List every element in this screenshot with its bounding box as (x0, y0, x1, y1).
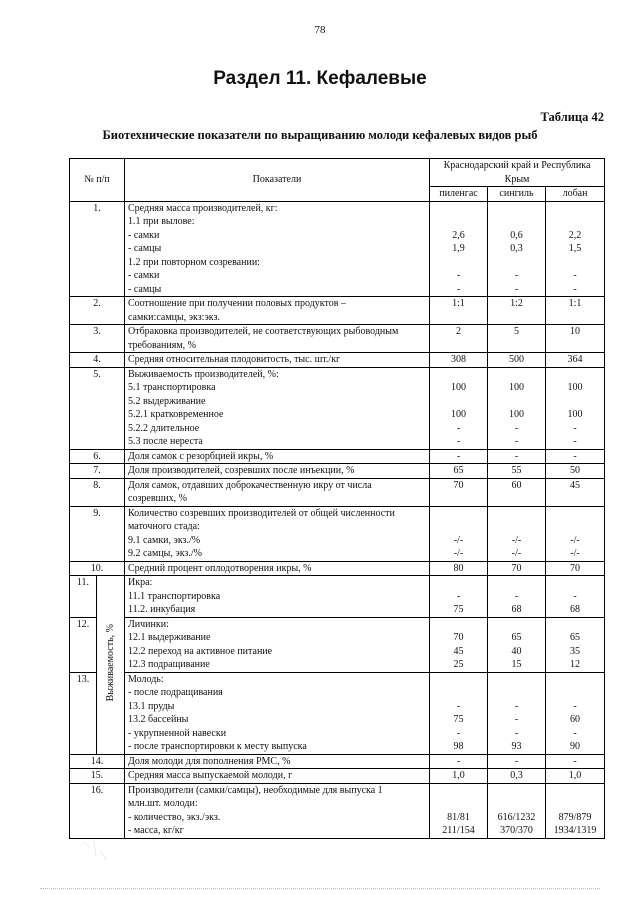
value-line: - (514, 727, 519, 739)
indicator-line: 9.2 самцы, экз./% (128, 548, 202, 559)
value-line (549, 492, 601, 506)
value-line: - (573, 283, 577, 295)
value-line: - (456, 283, 461, 295)
value-line (433, 368, 484, 382)
value-line: - (456, 436, 461, 447)
value-cell (546, 576, 605, 618)
value-line: 65 (511, 632, 522, 643)
value-line: 1,0 (452, 770, 465, 781)
value-line: 93 (511, 741, 522, 752)
table-row (70, 672, 605, 754)
value-line (491, 618, 542, 632)
indicator-cell (125, 353, 430, 368)
value-cell (430, 769, 488, 784)
value-line: - (456, 450, 461, 462)
value-line: 100 (451, 382, 466, 393)
value-line (491, 784, 542, 798)
value-cell (488, 506, 546, 561)
value-line (491, 686, 542, 700)
value-line: - (514, 450, 519, 462)
indicator-line: маточного стада: (128, 521, 200, 532)
table-row (70, 449, 605, 464)
indicator-line: Личинки: (128, 618, 169, 630)
row-number: 10. (70, 561, 125, 576)
value-line (549, 507, 601, 521)
value-line: -/- (570, 534, 580, 546)
value-line (433, 256, 484, 270)
value-line: 45 (453, 645, 464, 657)
value-line: -/- (453, 548, 464, 559)
value-line: 100 (509, 382, 524, 393)
indicator-line: 13.1 пруды (128, 700, 175, 712)
value-cell (430, 464, 488, 479)
value-line: 1:2 (510, 298, 523, 309)
indicator-line: - после подращивания (128, 687, 223, 698)
indicator-line: Средняя относительная плодовитость, тыс. шт./кг (128, 354, 341, 365)
value-line (549, 673, 601, 687)
value-cell (546, 754, 605, 769)
table-row (70, 576, 605, 618)
value-line: - (573, 755, 577, 767)
value-line (491, 395, 542, 409)
indicator-line: - после транспортировки к месту выпуска (128, 741, 307, 752)
row-number: 12. (70, 617, 97, 672)
indicator-line: 5.2.2 длительное (128, 422, 200, 434)
value-cell (430, 672, 488, 754)
value-line: 0,3 (510, 770, 523, 781)
indicator-line: 11.2. инкубация (128, 604, 196, 615)
indicator-line: Доля самок, отдавших доброкачественную икру от числа (128, 479, 372, 491)
indicator-line: Отбраковка производителей, не соответствующих рыбоводным (128, 326, 399, 337)
value-line (491, 797, 542, 811)
indicator-line: 12.3 подращивание (128, 659, 210, 670)
value-line: 1,9 (452, 243, 465, 254)
value-cell (430, 561, 488, 576)
value-line: - (514, 755, 519, 767)
value-line: 10 (570, 326, 581, 337)
value-line: - (514, 714, 519, 725)
table-row (70, 464, 605, 479)
value-line: 68 (511, 604, 522, 615)
value-cell (546, 464, 605, 479)
value-line (433, 797, 484, 811)
value-line: 81/81 (447, 811, 470, 823)
indicator-line: 5.2.1 кратковременное (128, 409, 224, 420)
header-indicators: Показатели (125, 159, 430, 202)
value-line: 68 (570, 604, 581, 615)
value-cell (488, 353, 546, 368)
value-cell (488, 576, 546, 618)
value-line (433, 507, 484, 521)
value-line: - (514, 283, 519, 295)
value-line (549, 618, 601, 632)
indicator-line: самки:самцы, экз:экз. (128, 311, 220, 323)
value-line: 5 (514, 326, 519, 337)
table-title: Биотехнические показатели по выращиванию молоди кефалевых видов рыб (102, 128, 538, 142)
value-line (549, 202, 601, 216)
value-line: 2 (456, 326, 461, 337)
indicator-line: - самцы (128, 243, 162, 254)
value-line (433, 520, 484, 534)
header-region: Краснодарский край и Республика Крым (430, 159, 605, 187)
value-line: 40 (511, 645, 522, 657)
value-line: - (573, 450, 577, 462)
value-cell (546, 449, 605, 464)
value-line: 500 (509, 354, 524, 365)
value-line (491, 311, 542, 325)
value-line (433, 202, 484, 216)
value-cell (488, 325, 546, 353)
indicator-line: Молодь: (128, 673, 164, 685)
section-title: Раздел 11. Кефалевые (213, 68, 427, 89)
row-number: 13. (70, 672, 97, 754)
value-cell (430, 783, 488, 838)
row-number: 14. (70, 754, 125, 769)
value-line: 60 (511, 479, 522, 491)
row-number: 15. (70, 769, 125, 784)
value-line: - (456, 270, 461, 281)
value-line: - (514, 436, 519, 447)
indicator-cell (125, 449, 430, 464)
indicator-line: 13.2 бассейны (128, 714, 189, 725)
value-line: 75 (453, 604, 464, 615)
value-line: 45 (570, 479, 581, 491)
value-line: 35 (570, 645, 581, 657)
value-line: -/- (570, 548, 580, 559)
row-number: 5. (70, 367, 125, 449)
indicator-cell (125, 506, 430, 561)
value-cell (488, 464, 546, 479)
value-cell (488, 617, 546, 672)
value-cell (488, 297, 546, 325)
value-line: 70 (453, 632, 464, 643)
row-number: 3. (70, 325, 125, 353)
value-cell (546, 506, 605, 561)
value-line: - (456, 590, 461, 602)
indicator-cell (125, 464, 430, 479)
indicator-line: - самцы (128, 283, 162, 295)
indicator-line: Количество созревших производителей от общей численности (128, 507, 395, 519)
value-line (491, 339, 542, 353)
value-line: - (514, 590, 519, 602)
row-number: 7. (70, 464, 125, 479)
value-line: 98 (453, 741, 464, 752)
value-line (549, 215, 601, 229)
header-num: № п/п (70, 159, 125, 202)
value-line (433, 395, 484, 409)
value-line (433, 311, 484, 325)
value-cell (546, 783, 605, 838)
table-row (70, 561, 605, 576)
vertical-label-text: Выживаемость, % (104, 623, 116, 702)
table-row (70, 367, 605, 449)
indicator-line: 1.2 при повторном созревании: (128, 256, 260, 268)
table-row (70, 201, 605, 297)
value-cell (488, 449, 546, 464)
value-cell (546, 201, 605, 297)
indicator-line: Выживаемость производителей, %: (128, 368, 279, 380)
value-cell (430, 367, 488, 449)
value-line: - (514, 700, 519, 712)
indicator-cell (125, 367, 430, 449)
value-line: 0,6 (510, 229, 523, 241)
table-row (70, 769, 605, 784)
value-cell (488, 478, 546, 506)
value-line: 60 (570, 714, 581, 725)
value-line: 211/154 (442, 825, 475, 836)
row-number: 8. (70, 478, 125, 506)
indicator-cell (125, 201, 430, 297)
value-line: 308 (451, 354, 466, 365)
value-line: 100 (451, 409, 466, 420)
value-line: 0,3 (510, 243, 523, 254)
value-line: 75 (453, 714, 464, 725)
value-line: 80 (453, 562, 464, 574)
value-line (491, 673, 542, 687)
indicator-line: - самки (128, 270, 160, 281)
value-cell (546, 367, 605, 449)
indicator-line: - количество, экз./экз. (128, 811, 221, 823)
value-line: 50 (570, 465, 581, 476)
value-cell (430, 201, 488, 297)
value-line: - (573, 436, 577, 447)
value-line: - (573, 590, 577, 602)
survival-vertical-label (97, 576, 125, 755)
table-body (70, 201, 605, 838)
value-cell (488, 672, 546, 754)
header-species: лобан (546, 187, 605, 202)
value-line: - (573, 727, 577, 739)
value-line: 70 (453, 479, 464, 491)
header-species: сингиль (488, 187, 546, 202)
value-line (491, 576, 542, 590)
table-row (70, 754, 605, 769)
indicator-line: Доля производителей, созревших после инъекции, % (128, 465, 355, 476)
indicator-cell (125, 297, 430, 325)
indicator-cell (125, 478, 430, 506)
value-line: 879/879 (558, 811, 592, 823)
value-line: 65 (570, 632, 581, 643)
value-line: 2,2 (568, 229, 582, 241)
biotech-table (69, 158, 605, 839)
value-line (549, 784, 601, 798)
value-cell (430, 478, 488, 506)
indicator-cell (125, 617, 430, 672)
page-number: 78 (314, 24, 326, 36)
value-cell (488, 367, 546, 449)
value-line: 616/1232 (497, 811, 536, 823)
value-line: 90 (570, 741, 581, 752)
table-row (70, 325, 605, 353)
indicator-line: млн.шт. молоди: (128, 798, 198, 809)
value-cell (430, 297, 488, 325)
indicator-line: Икра: (128, 577, 153, 588)
indicator-cell (125, 672, 430, 754)
value-cell (430, 506, 488, 561)
value-line (549, 520, 601, 534)
value-line (433, 784, 484, 798)
table-row (70, 506, 605, 561)
value-cell (430, 754, 488, 769)
value-line: - (514, 422, 519, 434)
value-line: 65 (453, 465, 464, 476)
table-row (70, 353, 605, 368)
table-row (70, 783, 605, 838)
value-cell (488, 201, 546, 297)
value-line (491, 202, 542, 216)
value-cell (546, 297, 605, 325)
value-line: 364 (567, 354, 583, 365)
value-line (433, 686, 484, 700)
row-number: 1. (70, 201, 125, 297)
indicator-line: 11.1 транспортировка (128, 590, 221, 602)
indicator-cell (125, 561, 430, 576)
value-line (433, 618, 484, 632)
value-cell (488, 783, 546, 838)
value-cell (488, 754, 546, 769)
value-line (491, 507, 542, 521)
value-cell (430, 353, 488, 368)
indicator-line: 1.1 при вылове: (128, 216, 195, 227)
value-line: -/- (511, 534, 522, 546)
value-cell (546, 353, 605, 368)
value-line (491, 256, 542, 270)
value-line: 1:1 (568, 298, 582, 309)
table-row (70, 297, 605, 325)
row-number: 2. (70, 297, 125, 325)
value-cell (546, 325, 605, 353)
indicator-cell (125, 769, 430, 784)
value-line: - (573, 270, 577, 281)
row-number: 11. (70, 576, 97, 618)
value-line: 15 (511, 659, 522, 670)
indicator-line: 5.2 выдерживание (128, 395, 206, 407)
value-line: - (456, 422, 461, 434)
value-line: 1,5 (568, 243, 582, 254)
indicator-line: созревших, % (128, 493, 187, 504)
value-cell (546, 769, 605, 784)
value-line (549, 797, 601, 811)
indicator-cell (125, 576, 430, 618)
indicator-cell (125, 754, 430, 769)
value-cell (430, 576, 488, 618)
value-line: 1,0 (568, 770, 582, 781)
value-line: 12 (570, 659, 581, 670)
value-line: 1934/1319 (553, 825, 597, 836)
row-number: 16. (70, 783, 125, 838)
indicator-line: 5.1 транспортировка (128, 382, 216, 393)
value-cell (546, 561, 605, 576)
value-line: -/- (453, 534, 464, 546)
value-cell (430, 449, 488, 464)
indicator-line: требованиям, % (128, 339, 197, 351)
indicator-cell (125, 783, 430, 838)
value-line (433, 339, 484, 353)
value-line (433, 492, 484, 506)
indicator-line: 9.1 самки, экз./% (128, 534, 201, 546)
value-line: 70 (570, 562, 581, 574)
indicator-line: 5.3 после нереста (128, 436, 203, 447)
value-line (549, 395, 601, 409)
value-line: - (456, 700, 461, 712)
value-cell (546, 617, 605, 672)
value-line (549, 311, 601, 325)
value-line: 2,6 (452, 229, 465, 241)
value-cell (488, 561, 546, 576)
indicator-cell (125, 325, 430, 353)
value-line: 70 (511, 562, 522, 574)
value-line: -/- (511, 548, 522, 559)
indicator-line: Соотношение при получении половых продуктов – (128, 298, 346, 309)
value-cell (488, 769, 546, 784)
table-row (70, 478, 605, 506)
scan-artifact-mark (80, 836, 110, 864)
value-line: - (456, 755, 461, 767)
value-line (433, 215, 484, 229)
value-line: 100 (509, 409, 524, 420)
value-line: 55 (511, 465, 522, 476)
value-line (433, 576, 484, 590)
value-line: 25 (453, 659, 464, 670)
indicator-line: Доля молоди для пополнения РМС, % (128, 755, 291, 767)
row-number: 4. (70, 353, 125, 368)
value-cell (430, 325, 488, 353)
indicator-line: 12.2 переход на активное питание (128, 645, 273, 657)
header-species: пиленгас (430, 187, 488, 202)
table-label: Таблица 42 (540, 110, 604, 124)
value-cell (546, 478, 605, 506)
value-line (549, 368, 601, 382)
value-line: 100 (567, 409, 583, 420)
value-line: - (573, 422, 577, 434)
value-cell (546, 672, 605, 754)
value-line: 370/370 (500, 825, 533, 836)
value-line: 100 (567, 382, 583, 393)
indicator-line: Средний процент оплодотворения икры, % (128, 562, 312, 574)
scan-edge-line (40, 888, 600, 889)
table-row (70, 617, 605, 672)
indicator-line: Средняя масса выпускаемой молоди, г (128, 770, 293, 781)
value-line (491, 368, 542, 382)
indicator-line: - укрупненной навески (128, 727, 227, 739)
indicator-line: Доля самок с резорбцией икры, % (128, 450, 274, 462)
value-line: 1:1 (452, 298, 465, 309)
value-line (549, 686, 601, 700)
value-line: - (514, 270, 519, 281)
indicator-line: 12.1 выдерживание (128, 632, 211, 643)
value-line: - (573, 700, 577, 712)
value-line (491, 215, 542, 229)
value-line (549, 339, 601, 353)
row-number: 6. (70, 449, 125, 464)
value-line (549, 576, 601, 590)
indicator-line: Средняя масса производителей, кг: (128, 202, 278, 214)
indicator-line: - масса, кг/кг (128, 825, 184, 836)
row-number: 9. (70, 506, 125, 561)
value-line (433, 673, 484, 687)
indicator-line: - самки (128, 229, 160, 241)
indicator-line: Производители (самки/самцы), необходимые для выпуска 1 (128, 784, 383, 796)
value-line (491, 520, 542, 534)
value-line (549, 256, 601, 270)
value-line: - (456, 727, 461, 739)
value-line (491, 492, 542, 506)
value-cell (430, 617, 488, 672)
